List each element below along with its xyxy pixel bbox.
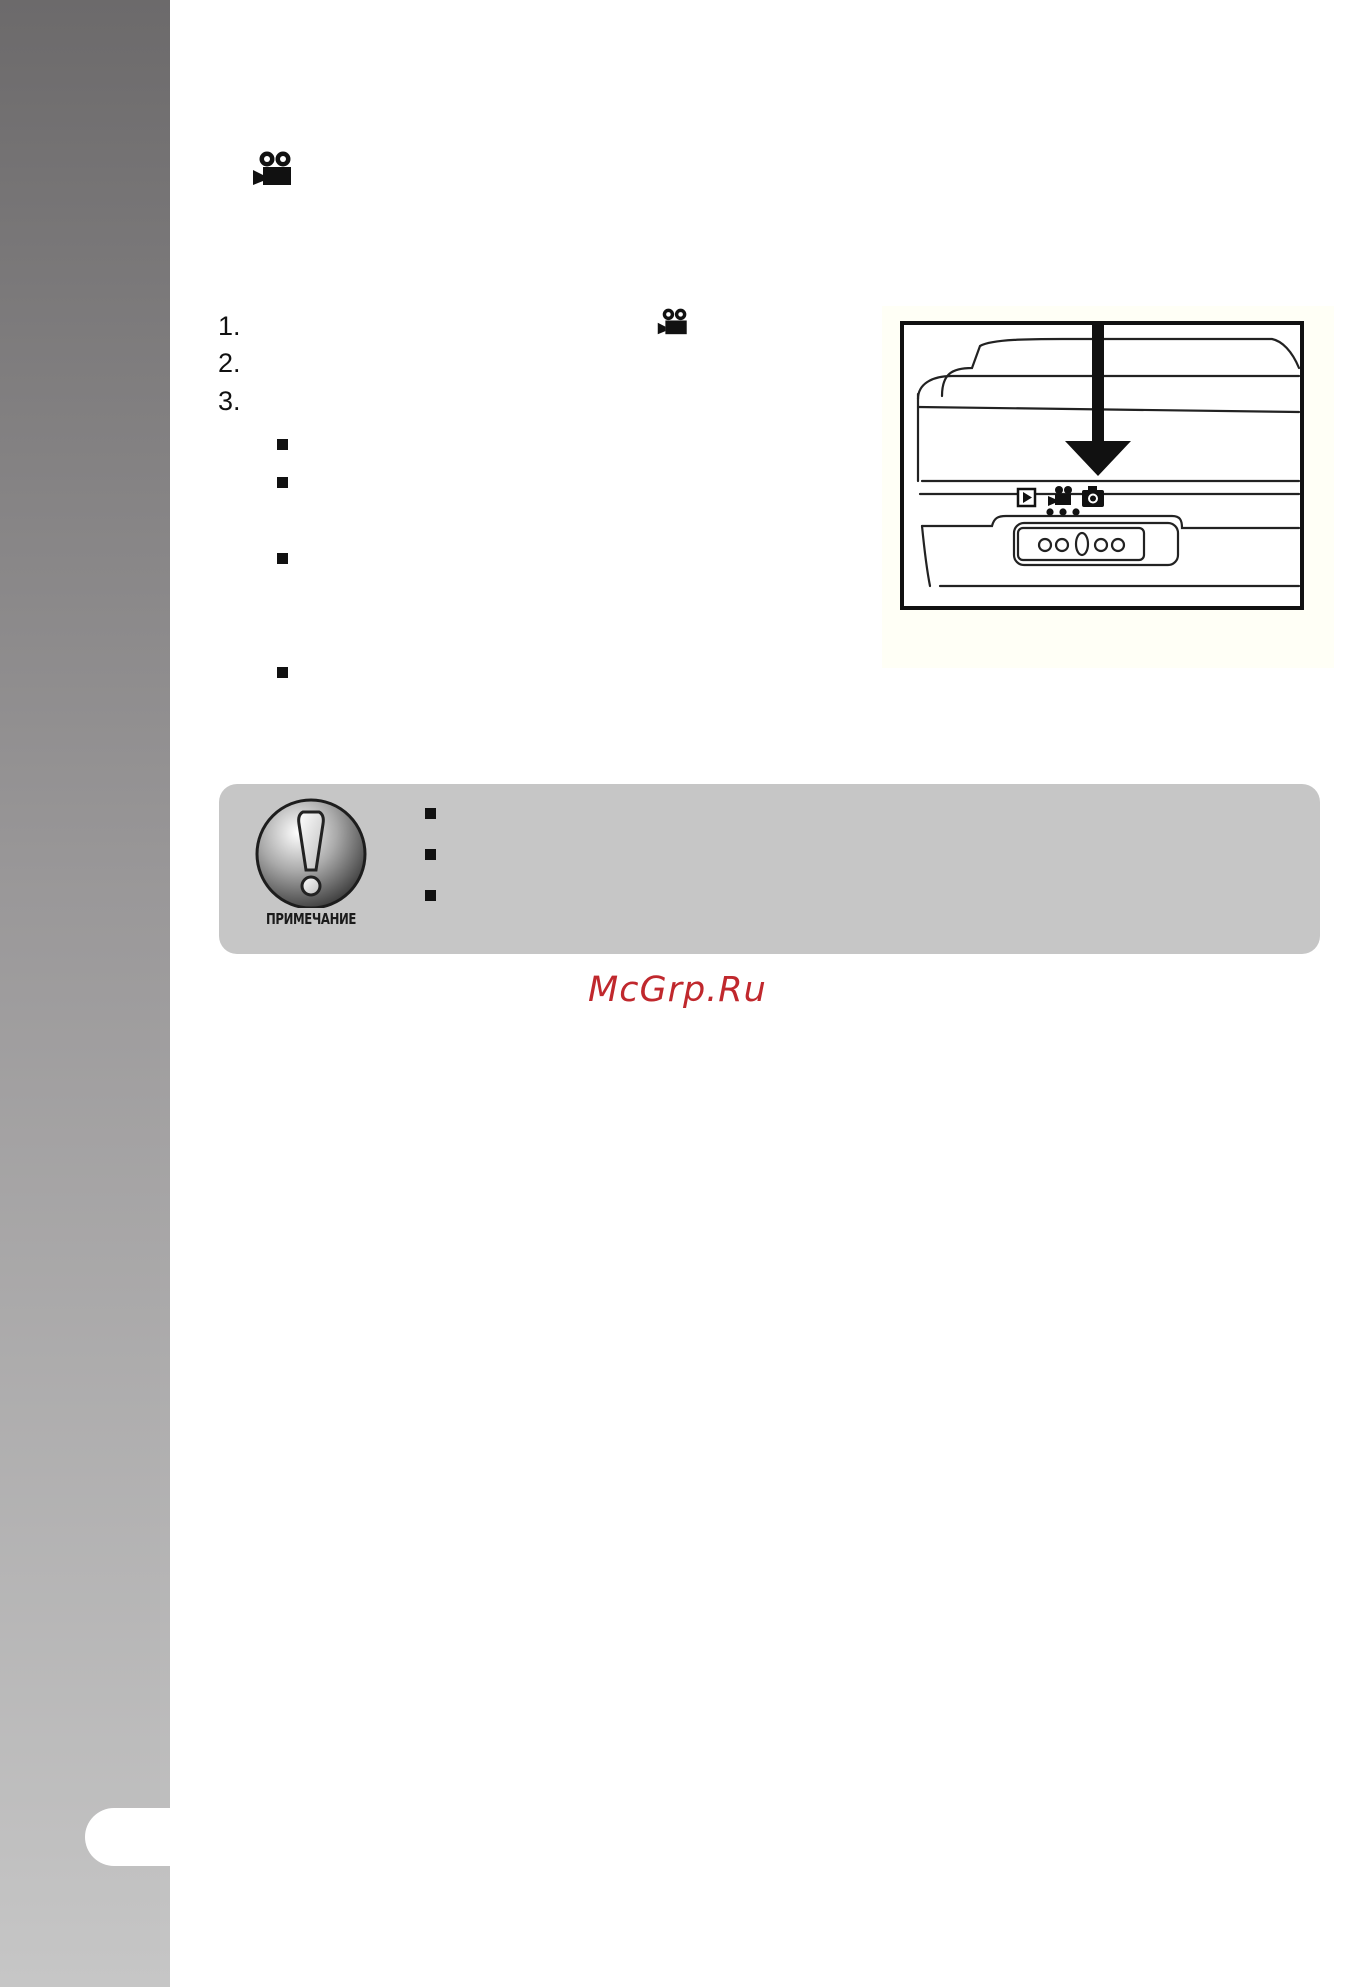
- movie-camera-icon: [657, 307, 689, 337]
- step-number: 2.: [218, 348, 241, 378]
- step-3: [218, 386, 254, 417]
- exclamation-icon: [251, 798, 371, 908]
- movie-camera-icon: [252, 150, 294, 188]
- list-bullet: [277, 667, 288, 678]
- step-number: 3.: [218, 386, 241, 416]
- list-bullet: [277, 477, 288, 488]
- note-bullet: [425, 849, 436, 860]
- note-label: ПРИМЕЧАНИЕ: [266, 910, 356, 928]
- mode-switch-illustration: [882, 306, 1334, 668]
- step-number: 1.: [218, 311, 241, 341]
- step-1: [218, 311, 254, 342]
- list-bullet: [277, 439, 288, 450]
- list-bullet: [277, 553, 288, 564]
- note-box: [219, 784, 1320, 954]
- note-bullet: [425, 808, 436, 819]
- page-number-tab: [85, 1808, 185, 1866]
- note-bullet: [425, 890, 436, 901]
- sidebar-band: [0, 0, 170, 1987]
- step-2: [218, 348, 254, 379]
- note-badge: [251, 798, 371, 928]
- watermark: McGrp.Ru: [588, 970, 767, 1010]
